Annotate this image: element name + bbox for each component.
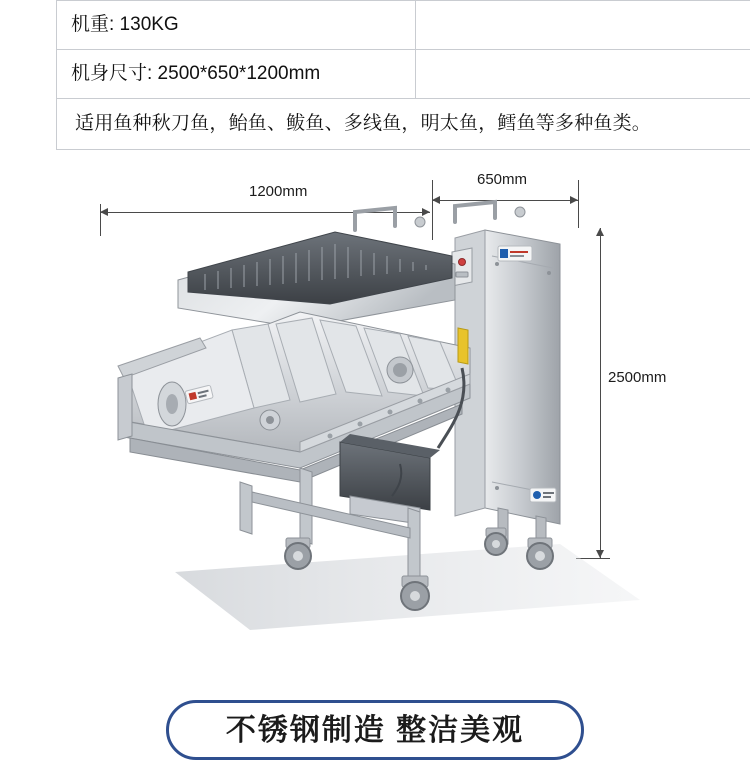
table-row	[57, 50, 750, 99]
banner-text: 不锈钢制造 整洁美观	[169, 703, 581, 759]
spec-label-size: 机身尺寸: 2500*650*1200mm	[57, 50, 416, 99]
spec-label-weight: 机重: 130KG	[57, 1, 416, 50]
table-row	[57, 1, 750, 50]
machine-illustration	[0, 152, 750, 672]
dimension-label-width: 1200mm	[245, 183, 311, 200]
spec-value-size	[416, 50, 750, 99]
spec-note-fish-types: 适用鱼种秋刀鱼，鲐鱼、鲅鱼、多线鱼，明太鱼，鳕鱼等多种鱼类。	[57, 99, 750, 150]
machine-drawing	[0, 152, 750, 672]
spec-value-weight	[416, 1, 750, 50]
bottom-banner	[166, 700, 584, 760]
table-row	[57, 99, 750, 150]
specification-table	[56, 0, 750, 150]
dimension-label-height: 2500mm	[604, 369, 670, 386]
dimension-label-depth: 650mm	[473, 171, 531, 188]
